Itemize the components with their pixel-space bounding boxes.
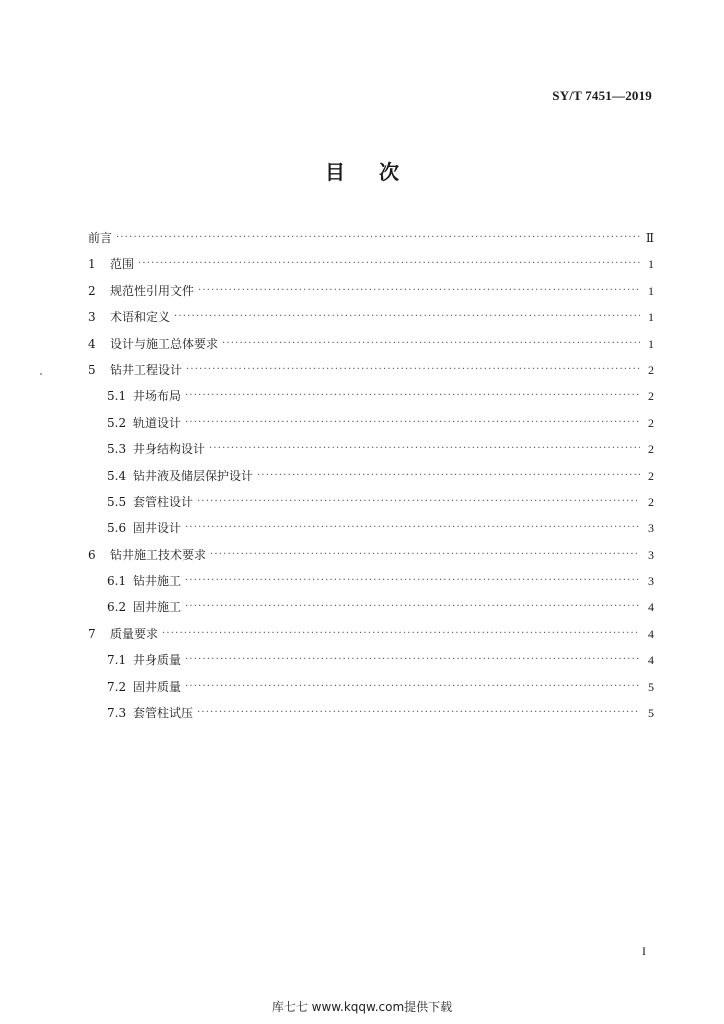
toc-entry (88, 568, 654, 594)
toc-leader-dots (116, 225, 640, 251)
toc-entry-label: 轨道设计 (133, 415, 182, 430)
toc-leader-dots (210, 542, 640, 568)
toc-entry-page: 2 (648, 415, 654, 430)
toc-entry (88, 278, 654, 304)
toc-entry (88, 515, 654, 541)
toc-entry-label: 套管柱试压 (133, 706, 194, 721)
toc-leader-dots (257, 463, 640, 489)
toc-entry-number: 5.4 (107, 468, 127, 483)
toc-leader-dots (197, 700, 640, 726)
toc-entry-number: 7.2 (107, 679, 127, 694)
toc-entry (88, 594, 654, 620)
toc-entry (88, 383, 654, 409)
toc-entry-page: 4 (648, 626, 654, 641)
toc-entry-number: 6.2 (107, 600, 127, 615)
title-char-2: 次 (379, 160, 399, 184)
toc-entry-page: Ⅱ (645, 231, 654, 245)
toc-entry (88, 489, 654, 515)
toc-entry-page: 2 (648, 362, 654, 377)
toc-entry-label: 钻井施工技术要求 (110, 547, 207, 562)
toc-entry (88, 542, 654, 568)
download-watermark: 库七七 www.kqqw.com提供下载 (271, 1000, 453, 1014)
toc-entry-page: 1 (648, 283, 654, 298)
toc-entry-page: 4 (648, 600, 654, 615)
toc-leader-dots (209, 436, 640, 462)
toc-entry-number: 5.5 (107, 494, 127, 509)
toc-entry-number: 3 (88, 310, 96, 325)
toc-entry-number: 5 (88, 362, 96, 377)
table-of-contents (88, 225, 654, 726)
toc-entry (88, 647, 654, 673)
toc-entry-number: 5.1 (107, 389, 127, 404)
toc-leader-dots (186, 357, 640, 383)
toc-entry (88, 304, 654, 330)
toc-entry (88, 674, 654, 700)
toc-entry-label: 规范性引用文件 (110, 283, 195, 298)
toc-entry-label: 术语和定义 (110, 310, 171, 325)
toc-entry-label: 质量要求 (110, 626, 159, 641)
toc-entry-number: 7.1 (107, 653, 127, 668)
toc-leader-dots (185, 383, 640, 409)
toc-leader-dots (185, 594, 640, 620)
toc-entry (88, 251, 654, 277)
toc-entry-label: 固井设计 (133, 521, 182, 536)
toc-entry-page: 2 (648, 494, 654, 509)
toc-entry-label: 固井施工 (133, 600, 182, 615)
toc-entry-page: 5 (648, 706, 654, 721)
toc-leader-dots (198, 278, 640, 304)
toc-entry-label: 固井质量 (133, 679, 182, 694)
toc-entry-page: 1 (648, 257, 654, 272)
toc-leader-dots (185, 515, 640, 541)
toc-leader-dots (185, 647, 640, 673)
toc-entry-page: 2 (648, 442, 654, 457)
toc-entry-number: 1 (88, 257, 96, 272)
toc-entry (88, 331, 654, 357)
toc-entry (88, 621, 654, 647)
toc-entry-number: 7.3 (107, 706, 127, 721)
toc-entry-page: 1 (648, 310, 654, 325)
toc-entry-label: 井场布局 (133, 389, 182, 404)
toc-entry (88, 225, 654, 251)
toc-entry-number: 5.3 (107, 442, 127, 457)
page-title (0, 156, 724, 185)
toc-entry-page: 2 (648, 468, 654, 483)
toc-entry-page: 2 (648, 389, 654, 404)
toc-entry (88, 410, 654, 436)
toc-entry-page: 3 (648, 521, 654, 536)
toc-leader-dots (185, 410, 640, 436)
toc-entry-label: 钻井施工 (133, 574, 182, 589)
toc-entry-label: 钻井工程设计 (110, 362, 183, 377)
toc-entry-label: 井身结构设计 (133, 442, 206, 457)
toc-leader-dots (138, 251, 640, 277)
standard-number: SY/T 7451—2019 (552, 88, 652, 103)
toc-leader-dots (174, 304, 640, 330)
toc-leader-dots (185, 568, 640, 594)
toc-entry (88, 357, 654, 383)
toc-entry-number: 7 (88, 626, 96, 641)
toc-leader-dots (222, 331, 640, 357)
toc-entry-page: 3 (648, 574, 654, 589)
toc-entry-label: 井身质量 (133, 653, 182, 668)
toc-entry (88, 700, 654, 726)
toc-entry (88, 463, 654, 489)
toc-entry-page: 5 (648, 679, 654, 694)
toc-entry-page: 1 (648, 336, 654, 351)
toc-entry-label: 钻井液及储层保护设计 (133, 468, 254, 483)
toc-entry-number: 4 (88, 336, 96, 351)
toc-entry-page: 4 (648, 653, 654, 668)
toc-entry-page: 3 (648, 547, 654, 562)
toc-entry-number: 6 (88, 547, 96, 562)
page-number: I (642, 944, 646, 958)
toc-entry-label: 设计与施工总体要求 (110, 336, 219, 351)
toc-leader-dots (197, 489, 640, 515)
scan-speck (40, 373, 42, 375)
toc-entry-number: 5.6 (107, 521, 127, 536)
toc-entry-label: 前言 (88, 231, 113, 245)
title-char-1: 目 (325, 160, 345, 184)
toc-leader-dots (185, 674, 640, 700)
toc-leader-dots (162, 621, 640, 647)
toc-entry-number: 2 (88, 283, 96, 298)
toc-entry-number: 5.2 (107, 415, 127, 430)
toc-entry-label: 范围 (110, 257, 135, 272)
toc-entry (88, 436, 654, 462)
toc-entry-label: 套管柱设计 (133, 494, 194, 509)
toc-entry-number: 6.1 (107, 574, 127, 589)
